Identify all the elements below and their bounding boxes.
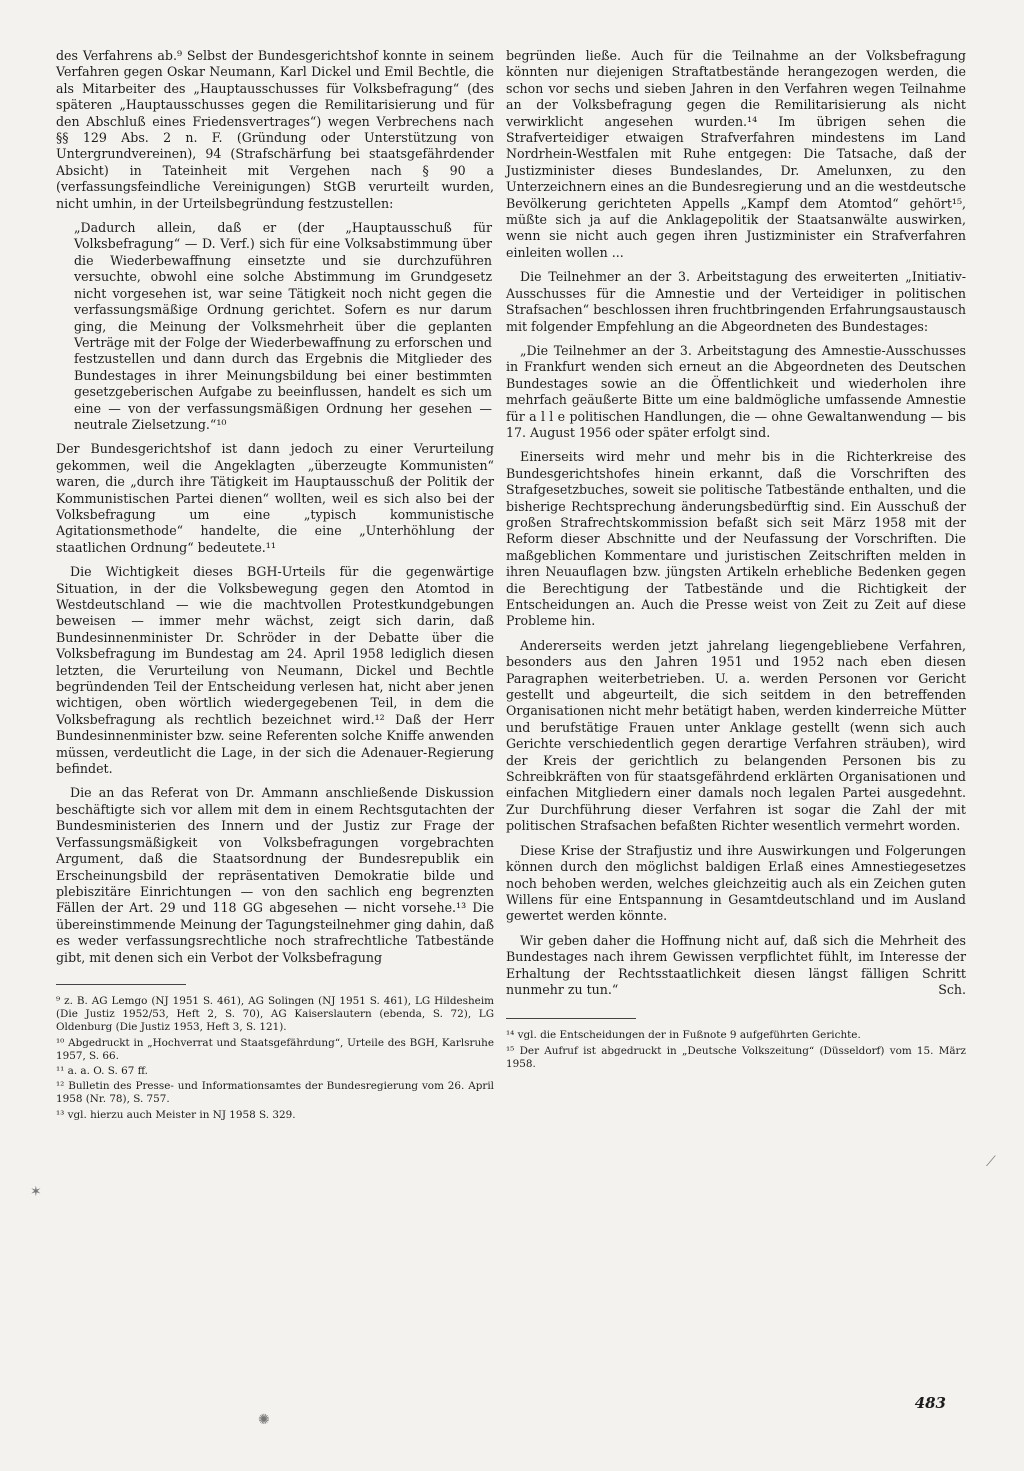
- footnote: ¹³ vgl. hierzu auch Meister in NJ 1958 S. 329.: [56, 1108, 296, 1121]
- footnote: ¹¹ a. a. O. S. 67 ff.: [56, 1064, 148, 1077]
- footnote-divider: [506, 1018, 636, 1019]
- paragraph: Der Bundesgerichtshof ist dann jedoch zu einer Verurteilung gekommen, weil die Angeklagten „überzeugte Kommunisten“ waren, die „durch ihre Tätigkeit im Hauptausschuß der Politik der Kommunistischen Partei dienen“ wollten, weil es sich also bei der Volksbefragung um eine „typisch kommunistische Agitationsmethode“ handelte, die eine „Unterhöhlung der staatlichen Ordnung“ bedeutete.¹¹: [56, 441, 494, 555]
- paragraph: begründen ließe. Auch für die Teilnahme an der Volksbefragung könnten nur diejenigen Straftatbestände herangezogen werden, die schon vor sechs und sieben Jahren in den Verfahren wegen Teilnahme an der Volksbefragung gegen die Remilitarisierung als nicht verwirklicht angesehen wurden.¹⁴ Im übrigen sehen die Strafverteidiger etwaigen Strafverfahren mindestens im Land Nordrhein-Westfalen mit Ruhe entgegen: Die Tatsache, daß der Justizminister dieses Bundeslandes, Dr. Amelunxen, zu den Unterzeichnern eines an die Bundesregierung und an die westdeutsche Bevölkerung gerichteten Appells „Kampf dem Atomtod“ gehört¹⁵, müßte sich ja auf die Anklagepolitik der Staatsanwälte auswirken, wenn sie nicht auch gegen ihren Justizminister ein Strafverfahren einleiten wollen ...: [506, 48, 966, 260]
- footnote: ¹⁰ Abgedruckt in „Hochverrat und Staatsgefährdung“, Urteile des BGH, Karlsruhe 1957, S. 66.: [56, 1036, 494, 1062]
- block-quote: Diese Krise der Strafjustiz und ihre Auswirkungen und Folgerungen können durch den möglichst baldigen Erlaß eines Amnestiegesetzes noch behoben werden, welches gleichzeitig auch als ein Zeichen guten Willens für eine Entspannung in Gesamtdeutschland und im Ausland gewertet werden könnte.: [506, 842, 966, 924]
- block-quote: Einerseits wird mehr und mehr bis in die Richterkreise des Bundesgerichtshofes hinein erkannt, daß die Vorschriften des Strafgesetzbuches, soweit sie politische Tatbestände enthalten, und die bisherige Rechtsprechung änderungsbedürftig sind. Ein Ausschuß der großen Strafrechtskommission befaßt sich seit März 1958 mit der Reform dieser Abschnitte und der Neufassung der Vorschriften. Die maßgeblichen Kommentare und juristischen Zeitschriften melden in ihren Neuauflagen bzw. jüngsten Artikeln erhebliche Bedenken gegen die Berechtigung der Tatbestände und die Richtigkeit der Entscheidungen an. Auch die Presse weist von Zeit zu Zeit auf diese Probleme hin.: [506, 449, 966, 629]
- footnote: ¹⁵ Der Aufruf ist abgedruckt in „Deutsche Volkszeitung“ (Düsseldorf) vom 15. März 1958.: [506, 1044, 966, 1070]
- quote-text: Wir geben daher die Hoffnung nicht auf, daß sich die Mehrheit des Bundestages nach ihrem Gewissen verpflichtet fühlt, im Interesse der Erhaltung der Rechtsstaatlichkeit diesen längst fälligen Schritt nunmehr zu tun.“: [506, 932, 966, 997]
- page-number: 483: [914, 1394, 946, 1412]
- footnote-divider: [56, 984, 186, 985]
- block-quote: Andererseits werden jetzt jahrelang liegengebliebene Verfahren, besonders aus den Jahren 1951 und 1952 nach eben diesen Paragraphen weiterbetrieben. U. a. werden Personen vor Gericht gestellt und abgeurteilt, die sich seitdem in den betreffenden Organisationen nicht mehr betätigt haben, werden kinderreiche Mütter und berufstätige Frauen unter Anklage gestellt (wenn sich auch Gerichte verschiedentlich gegen derartige Verfahren sträuben), wird der Kreis der gerichtlich zu belangenden Personen bis zu Schreibkräften von für staatsgefährdend erklärten Organisationen und einfachen Mitgliedern einer damals noch legalen Partei ausgedehnt. Zur Durchführung dieser Verfahren ist sogar die Zahl der mit politischen Strafsachen befaßten Richter wesentlich vermehrt worden.: [506, 637, 966, 834]
- footnote: ¹⁴ vgl. die Entscheidungen der in Fußnote 9 aufgeführten Gerichte.: [506, 1029, 861, 1042]
- paragraph: Die Wichtigkeit dieses BGH-Urteils für die gegenwärtige Situation, in der die Volksbewegung gegen den Atomtod in Westdeutschland — wie die machtvollen Protestkundgebungen beweisen — immer mehr wächst, zeigt sich darin, daß Bundesinnenminister Dr. Schröder in der Debatte über die Volksbefragung im Bundestag am 24. April 1958 lediglich diesen letzten, die Verurteilung von Neumann, Dickel und Bechtle begründenden Teil der Entscheidung verlesen hat, nicht aber jenen wichtigen, oben wörtlich wiedergegebenen Teil, in dem die Volksbefragung als rechtlich bezeichnet wird.¹² Daß der Herr Bundesinnenminister bzw. seine Referenten solche Kniffe anwenden müssen, verdeutlicht die Lage, in der sich die Adenauer-Regierung befindet.: [56, 564, 494, 777]
- scan-speck-icon: ✶: [30, 1184, 42, 1200]
- block-quote: „Die Teilnehmer an der 3. Arbeitstagung des Amnestie-Ausschusses in Frankfurt wenden sich erneut an die Abgeordneten des Deutschen Bundestages sowie an die Öffentlichkeit und wiederholen ihre mehrfach geäußerte Bitte um eine baldmögliche umfassende Amnestie für a l l e politischen Handlungen, die — ohne Gewaltanwendung — bis 17. August 1956 oder später erfolgt sind.: [506, 342, 966, 440]
- scan-speck-icon: ✺: [258, 1412, 270, 1428]
- footnote: ⁹ z. B. AG Lemgo (NJ 1951 S. 461), AG Solingen (NJ 1951 S. 461), LG Hildesheim (Die Justiz 1952/53, Heft 2, S. 70), AG Kaiserslautern (ebenda, S. 72), LG Oldenburg (Die Justiz 1953, Heft 3, S. 121).: [56, 994, 494, 1034]
- pencil-mark-icon: ⟋: [986, 1154, 996, 1170]
- paragraph: Die an das Referat von Dr. Ammann anschließende Diskussion beschäftigte sich vor allem mit dem in einem Rechtsgutachten der Bundesministerien des Innern und der Justiz zur Frage der Verfassungsmäßigkeit von Volksbefragungen vorgebrachten Argument, daß die Staatsordnung der Bundesrepublik ein Erscheinungsbild der repräsentativen Demokratie bilde und plebiszitäre Einrichtungen — von den sachlich eng begrenzten Fällen der Art. 29 und 118 GG abgesehen — nicht vorsehe.¹³ Die übereinstimmende Meinung der Tagungsteilnehmer ging dahin, daß es weder verfassungsrechtliche noch strafrechtliche Tatbestände gibt, mit denen sich ein Verbot der Volksbefragung: [56, 785, 494, 965]
- paragraph: des Verfahrens ab.⁹ Selbst der Bundesgerichtshof konnte in seinem Verfahren gegen Oskar Neumann, Karl Dickel und Emil Bechtle, die als Mitarbeiter des „Hauptausschusses für Volksbefragung“ (des späteren „Hauptausschusses gegen die Remilitarisierung und für den Abschluß eines Friedensvertrages“) wegen Verbrechens nach §§ 129 Abs. 2 n. F. (Gründung oder Unterstützung von Untergrundvereinen), 94 (Strafschärfung bei staatsgefährdender Absicht) in Tateinheit mit Vergehen nach § 90 a (verfassungsfeindliche Vereinigungen) StGB verurteilt wurden, nicht umhin, in der Urteilsbegründung festzustellen:: [56, 48, 494, 211]
- left-column: [56, 48, 494, 1123]
- block-quote: „Dadurch allein, daß er (der „Hauptausschuß für Volksbefragung“ — D. Verf.) sich für eine Volksabstimmung über die Wiederbewaffnung einsetzte und sie durchzuführen versuchte, obwohl eine solche Abstimmung im Grundgesetz nicht vorgesehen ist, war seine Tätigkeit noch nicht gegen die verfassungsmäßige Ordnung gerichtet. Sofern es nur darum ging, die Meinung der Volksmehrheit über die geplanten Verträge mit der Folge der Wiederbewaffnung zu erforschen und festzustellen und dann durch das Ergebnis die Mitglieder des Bundestages in ihrer Meinungsbildung bei einer bestimmten gesetzgeberischen Aufgabe zu beeinflussen, handelt es sich um eine — von der verfassungsmäßigen Ordnung her gesehen — neutrale Zielsetzung.“¹⁰: [74, 220, 492, 432]
- block-quote: [506, 933, 966, 999]
- footnote: ¹² Bulletin des Presse- und Informationsamtes der Bundesregierung vom 26. April 1958 (Nr. 78), S. 757.: [56, 1080, 494, 1106]
- author-signature: Sch.: [938, 981, 966, 997]
- right-column: [506, 48, 966, 1072]
- paragraph: Die Teilnehmer an der 3. Arbeitstagung des erweiterten „Initiativ-Ausschusses für die Amnestie und der Verteidiger in politischen Strafsachen“ beschlossen ihren fruchtbringenden Erfahrungsaustausch mit folgender Empfehlung an die Abgeordneten des Bundestages:: [506, 269, 966, 334]
